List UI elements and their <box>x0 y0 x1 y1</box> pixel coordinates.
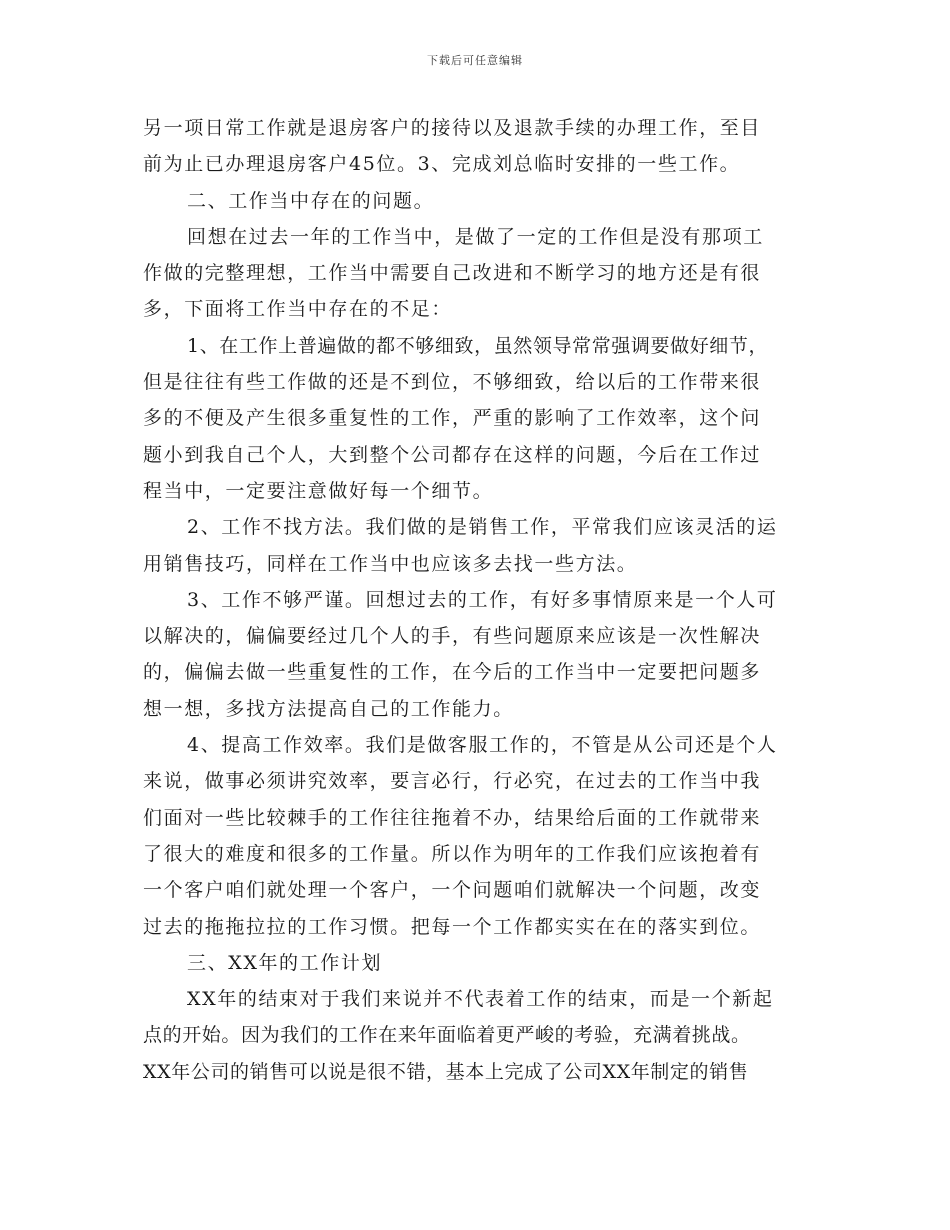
page-header: 下载后可任意编辑 <box>427 54 523 67</box>
text-line: 但是往往有些工作做的还是不到位，不够细致，给以后的工作带来很 <box>143 371 762 394</box>
text-line: 另一项日常工作就是退房客户的接待以及退款手续的办理工作，至目 <box>143 117 762 139</box>
text-line: 多，下面将工作当中存在的不足： <box>143 298 453 321</box>
text-line: XX年公司的销售可以说是很不错，基本上完成了公司XX年制定的销售 <box>143 1060 749 1083</box>
text-line: 2、工作不找方法。我们做的是销售工作，平常我们应该灵活的运 <box>187 516 778 539</box>
text-line: 作做的完整理想，工作当中需要自己改进和不断学习的地方还是有很 <box>143 262 762 285</box>
text-line: 来说，做事必须讲究效率，要言必行，行必究，在过去的工作当中我 <box>143 770 762 793</box>
text-line: 点的开始。因为我们的工作在来年面临着更严峻的考验，充满着挑战。 <box>143 1024 751 1047</box>
text-line: 1、在工作上普遍做的都不够细致，虽然领导常常强调要做好细节， <box>187 334 769 357</box>
text-line: 三、XX年的工作计划 <box>187 951 383 974</box>
text-line: 题小到我自己个人，大到整个公司都存在这样的问题，今后在工作过 <box>143 443 762 466</box>
text-line: 想一想，多找方法提高自己的工作能力。 <box>143 697 514 720</box>
text-line: XX年的结束对于我们来说并不代表着工作的结束，而是一个新起 <box>187 988 774 1011</box>
document-body <box>143 110 823 1090</box>
text-line: 3、工作不够严谨。回想过去的工作，有好多事情原来是一个人可 <box>187 588 778 611</box>
text-line: 4、提高工作效率。我们是做客服工作的，不管是从公司还是个人 <box>187 734 778 757</box>
text-line: 一个客户咱们就处理一个客户，一个问题咱们就解决一个问题，改变 <box>143 879 762 902</box>
text-line: 的，偏偏去做一些重复性的工作，在今后的工作当中一定要把问题多 <box>143 661 762 684</box>
text-line: 用销售技巧，同样在工作当中也应该多去找一些方法。 <box>143 552 638 575</box>
text-line: 们面对一些比较棘手的工作往往拖着不办，结果给后面的工作就带来 <box>143 806 762 829</box>
text-line: 以解决的，偏偏要经过几个人的手，有些问题原来应该是一次性解决 <box>143 625 762 648</box>
text-line: 多的不便及产生很多重复性的工作，严重的影响了工作效率，这个问 <box>143 407 762 430</box>
text-line: 二、工作当中存在的问题。 <box>187 189 435 212</box>
text-line: 前为止已办理退房客户45位。3、完成刘总临时安排的一些工作。 <box>143 153 741 176</box>
text-line: 回想在过去一年的工作当中，是做了一定的工作但是没有那项工 <box>187 225 764 248</box>
text-line: 过去的拖拖拉拉的工作习惯。把每一个工作都实实在在的落实到位。 <box>143 915 762 938</box>
text-line: 了很大的难度和很多的工作量。所以作为明年的工作我们应该抱着有 <box>143 842 762 865</box>
text-line: 程当中，一定要注意做好每一个细节。 <box>143 479 494 502</box>
